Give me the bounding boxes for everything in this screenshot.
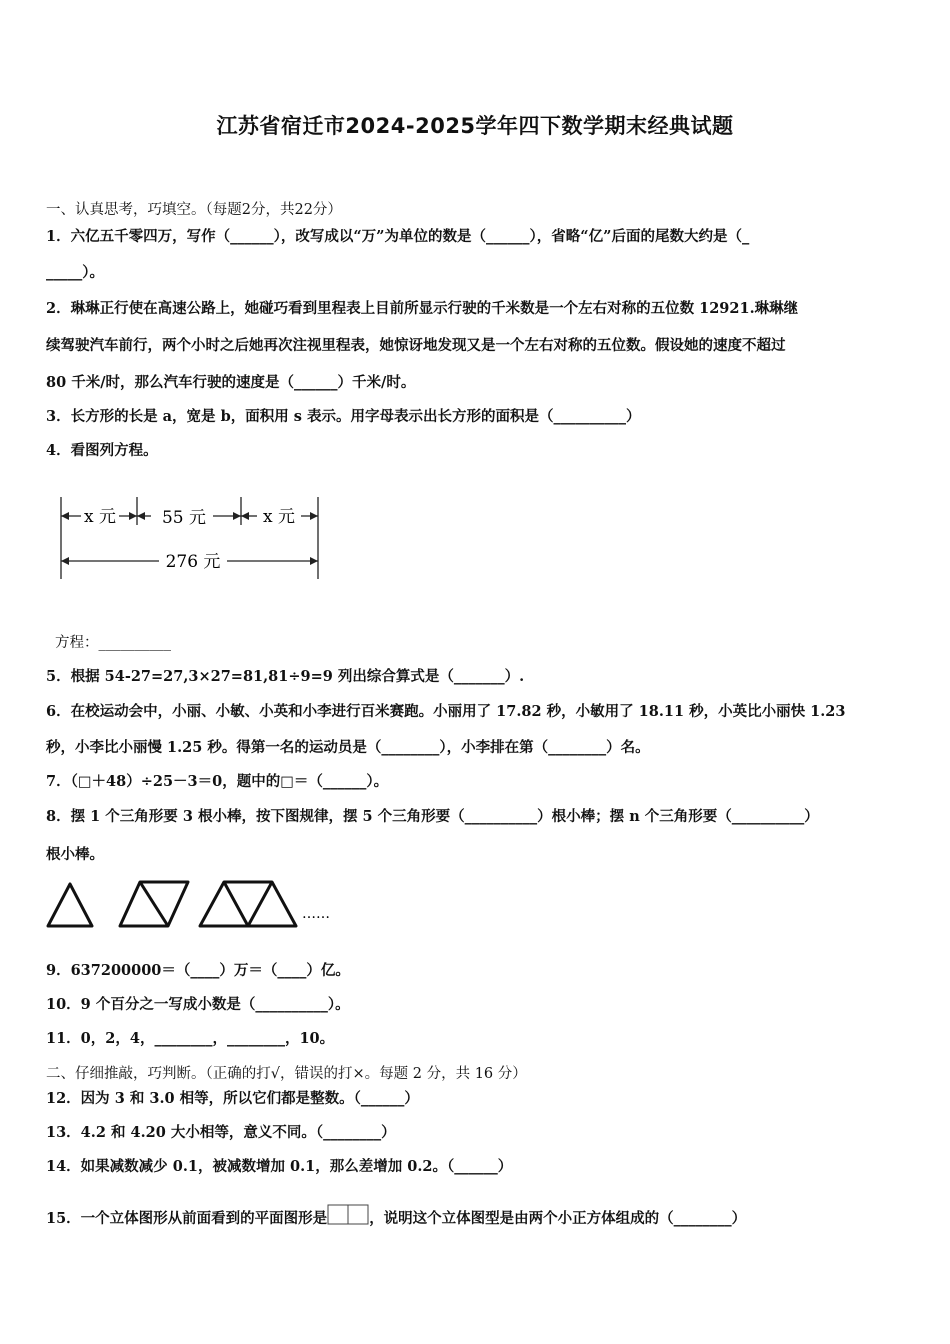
question-1-line1: 1．六亿五千零四万，写作（______），改写成以“万”为单位的数是（______），省略“亿”后面的尾数大约是（_ [46,228,750,245]
diagram-label-right: x 元 [263,507,295,527]
arrow-head-8 [310,557,318,565]
question-4-answer: 方程：__________ [55,635,171,651]
arrow-head-2 [129,512,137,520]
diagram-label-total: 276 元 [165,552,221,572]
arrow-head-4 [233,512,241,520]
question-11: 11．0，2，4，________，________，10。 [46,1030,335,1047]
page-title: 江苏省宿迁市2024-2025学年四下数学期末经典试题 [216,114,734,138]
question-12: 12．因为 3 和 3.0 相等，所以它们都是整数。（______） [46,1090,419,1107]
diagram-label-middle: 55 元 [161,508,207,528]
question-6-line2: 秒，小李比小丽慢 1.25 秒。得第一名的运动员是（________），小李排在第（________）名。 [46,739,650,756]
question-4: 4．看图列方程。 [46,442,158,459]
question-10: 10．9 个百分之一写成小数是（__________）。 [46,996,350,1013]
question-2-line2: 续驾驶汽车前行，两个小时之后她再次注视里程表，她惊讶地发现又是一个左右对称的五位数。假设她的速度不超过 [46,337,786,354]
question-7: 7．（□＋48）÷25－3＝0，题中的□＝（______）。 [46,773,389,790]
one-triangle [48,884,92,926]
question-5: 5．根据 54-27=27,3×27=81,81÷9=9 列出综合算式是（_______）. [46,668,525,685]
question-15 [46,1204,906,1232]
pattern-ellipsis: …… [302,906,330,922]
square-right [348,1205,368,1224]
arrow-head-5 [241,512,249,520]
two-squares-svg [327,1204,369,1226]
two-squares-figure [327,1204,369,1232]
section2-heading: 二、仔细推敲，巧判断。（正确的打√，错误的打×。每题 2 分，共 16 分） [46,1066,527,1082]
section1-heading: 一、认真思考，巧填空。（每题2分，共22分） [46,202,342,218]
question-14: 14．如果减数减少 0.1，被减数增加 0.1，那么差增加 0.2。（______） [46,1158,513,1175]
arrow-head-6 [310,512,318,520]
question-15-before: 15．一个立体图形从前面看到的平面图形是 [46,1210,328,1227]
arrow-head-1 [61,512,69,520]
three-triangles-diag-1 [224,882,248,926]
question-8-line2: 根小棒。 [46,846,104,863]
question-8-line1: 8．摆 1 个三角形要 3 根小棒，按下图规律，摆 5 个三角形要（__________）根小棒；摆 n 个三角形要（__________） [46,808,819,825]
three-triangles-diag-2 [248,882,272,926]
arrow-head-3 [137,512,145,520]
two-triangles-diagonal [140,882,168,926]
question-15-after: ，说明这个立体图型是由两个小正方体组成的（________） [369,1210,747,1227]
three-triangles-outline [200,882,296,926]
question-1-line2: _____）。 [46,264,104,281]
question-6-line1: 6．在校运动会中，小丽、小敏、小英和小李进行百米赛跑。小丽用了 17.82 秒，小敏用了 18.11 秒，小英比小丽快 1.23 [46,703,846,720]
question-2-line3: 80 千米/时，那么汽车行驶的速度是（______）千米/时。 [46,374,416,391]
segment-diagram [55,493,330,587]
arrow-head-7 [61,557,69,565]
segment-diagram-svg [55,493,330,583]
question-3: 3．长方形的长是 a，宽是 b，面积用 s 表示。用字母表示出长方形的面积是（__________） [46,408,641,425]
question-2-line1: 2．琳琳正行使在高速公路上，她碰巧看到里程表上目前所显示行驶的千米数是一个左右对称的五位数 12921.琳琳继 [46,300,799,317]
question-9: 9．637200000＝（____）万＝（____）亿。 [46,962,350,979]
square-left [328,1205,348,1224]
question-13: 13．4.2 和 4.20 大小相等，意义不同。（________） [46,1124,396,1141]
diagram-label-left: x 元 [84,507,116,527]
triangle-pattern [44,878,344,934]
triangle-pattern-svg [44,878,344,930]
